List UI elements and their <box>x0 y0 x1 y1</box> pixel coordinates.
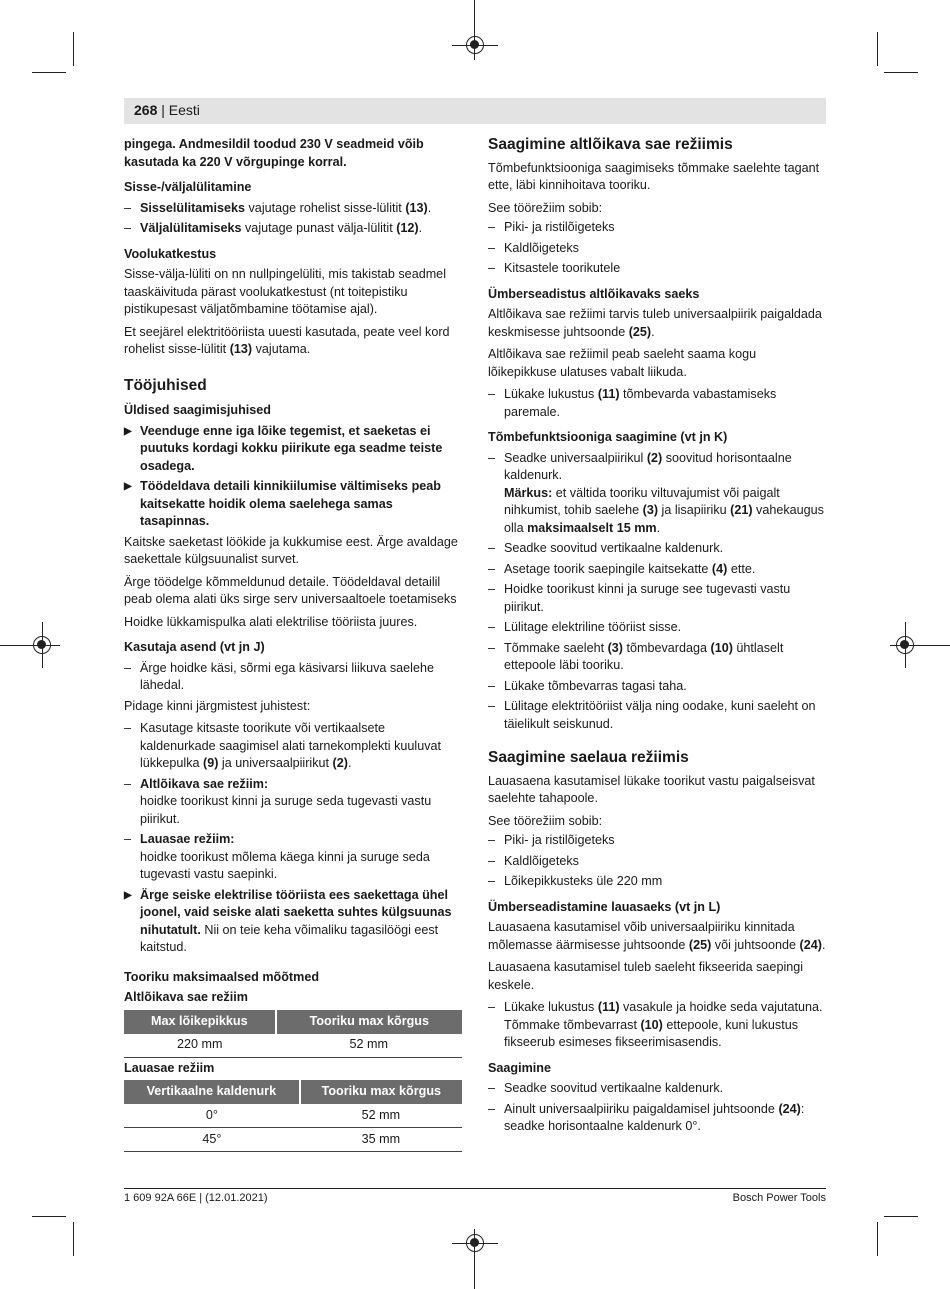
text: ühtlaselt ettepoole läbi tooriku. <box>504 640 784 672</box>
ref: (2) <box>646 450 663 465</box>
tablesaw-conversion-title: Ümberseadistamine lauasaeks (vt jn L) <box>488 899 721 914</box>
table-header-row <box>124 1010 462 1034</box>
text: : seadke horisontaalne kaldenurk 0°. <box>504 1101 805 1133</box>
text: hoidke toorikust kinni ja suruge seda tugevasti vastu piirikut. <box>140 794 432 826</box>
table-undercut <box>124 1010 462 1058</box>
ref: (13) <box>405 200 428 215</box>
text: ja lisapiiriku <box>658 503 731 517</box>
ref: (21) <box>730 503 753 517</box>
table-header-cell: Vertikaalne kaldenurk <box>124 1080 300 1104</box>
right-column <box>488 136 828 1139</box>
table-header-row <box>124 1080 462 1104</box>
crop-mark <box>884 1216 918 1217</box>
text: tõmbevardaga <box>623 640 711 655</box>
power-title: Voolukatkestus <box>124 246 217 261</box>
table-cell: 52 mm <box>300 1104 462 1128</box>
crop-mark <box>42 622 43 668</box>
text: Kasutage kitsaste toorikute või vertikaalsete kaldenurkade saagimisel alati tarnekomplekti kuuluvat lükkepulka <box>140 721 442 770</box>
crop-mark <box>73 1222 74 1256</box>
table2-title: Lauasae režiim <box>124 1060 215 1075</box>
sawing-title: Saagimine <box>488 1060 551 1075</box>
crop-mark <box>905 622 906 668</box>
dims-title: Tooriku maksimaalsed mõõtmed <box>124 969 320 984</box>
table-cell: 45° <box>124 1128 300 1152</box>
header-divider: | <box>161 102 169 118</box>
text: soovitud horisontaalne kaldenurk. <box>504 450 792 482</box>
list-item: – Lülitage elektriline tööriist sisse. <box>488 619 828 637</box>
list-item <box>124 720 464 773</box>
table-cell: 220 mm <box>124 1034 276 1058</box>
crop-mark <box>877 1222 878 1256</box>
ref: (11) <box>597 1000 620 1014</box>
ref: (4) <box>711 561 728 576</box>
general-paragraph: Kaitske saeketast löökide ja kukkumise eest. Ärge avaldage saekettale külgsuunalist survet. <box>124 534 458 566</box>
undercut-title: Saagimine altlõikava sae režiimis <box>488 136 733 153</box>
warning-item: ▶ Töödeldava detaili kinnikiilumise vältimiseks peab kaitsekatte hoidik olema saelehega samas tasapinnas. <box>124 478 464 531</box>
text: hoidke toorikust mõlema käega kinni ja suruge seda tugevasti vastu saepinki. <box>140 849 430 881</box>
text: et vältida tooriku viltuvajumist või paigalt nihkumist, tohib saelehe <box>504 485 780 517</box>
table-cell: 52 mm <box>276 1034 462 1058</box>
bold-text: Väljalülitamiseks <box>140 221 242 235</box>
ref: (10) <box>710 640 733 655</box>
list-item: – Lõikepikkusteks üle 220 mm <box>488 873 828 891</box>
note-label: Märkus: <box>504 485 553 500</box>
footer-divider <box>124 1188 826 1189</box>
bold-text: Altlõikava sae režiim: <box>140 776 269 791</box>
work-title: Tööjuhised <box>124 376 207 394</box>
list-item <box>488 386 828 421</box>
general-title: Üldised saagimisjuhised <box>124 403 271 417</box>
text: Ainult universaalpiiriku paigaldamisel juhtsoonde <box>504 1101 779 1116</box>
page-number: 268 <box>134 102 158 118</box>
text: Et seejärel elektritööriista uuesti kasutada, peate veel kord rohelist sisse-lülitit <box>124 324 450 356</box>
text: Lauasaena kasutamisel võib universaalpiiriku kinnitada mõlemasse äärmisesse juhtsoonde <box>488 920 795 952</box>
general-paragraph: Ärge töödelge kõmmeldunud detaile. Töödeldaval detailil peab olema alati üks sirge serv universaaltoele toetamiseks <box>124 574 457 606</box>
list-item <box>488 1101 828 1136</box>
ref: (11) <box>597 387 620 401</box>
undercut-paragraph: Tõmbefunktsiooniga saagimiseks tõmmake saelehte tagant ette, läbi kinnihoitava tooriku. <box>488 160 820 192</box>
list-item: – Sisselülitamiseks vajutage rohelist sisse-lülitit (13). <box>124 200 464 218</box>
warning-item <box>124 887 464 957</box>
text: Nii on teie keha võimaliku tagasilöögi eest kaitstud. <box>140 922 439 954</box>
crop-mark <box>32 1216 66 1217</box>
footer-brand: Bosch Power Tools <box>732 1192 826 1204</box>
text: . <box>347 756 352 770</box>
text: vahekaugus olla <box>504 503 824 535</box>
warning-item: ▶ Veenduge enne iga lõike tegemist, et saeketas ei puutuks kordagi kokku piirikute ega seadme teiste osadega. <box>124 423 464 476</box>
tablesaw-title: Saagimine saelaua režiimis <box>488 749 689 766</box>
table-header-cell: Max lõikepikkus <box>124 1010 276 1034</box>
intro-text: pingega. Andmesildil toodud 230 V seadmeid võib kasutada ka 220 V võrgupinge korral. <box>124 137 424 169</box>
text: tõmbevarda vabastamiseks paremale. <box>504 387 777 419</box>
text: vajutage punast välja-lülitit <box>241 221 397 235</box>
text: Tõmmake saeleht <box>504 640 608 655</box>
tablesaw-paragraph: Lauasaena kasutamisel lükake toorikut vastu paigalseisvat saelehte tahapoole. <box>488 773 815 805</box>
conversion-title: Ümberseadistus altlõikavaks saeks <box>488 286 700 301</box>
table-tablesaw <box>124 1080 462 1152</box>
list-item: – Seadke soovitud vertikaalne kaldenurk. <box>488 1080 828 1098</box>
list-item: – Seadke soovitud vertikaalne kaldenurk. <box>488 540 828 558</box>
table-header-cell: Tooriku max kõrgus <box>276 1010 462 1034</box>
text: ettepoole, kuni lukustus fikseerub esimeses fikseerimisasendis. <box>504 1017 799 1049</box>
switch-title: Sisse-/väljalülitamine <box>124 180 252 194</box>
header-language: Eesti <box>168 102 200 118</box>
page-header <box>134 102 200 118</box>
crop-mark <box>884 72 918 73</box>
bold-text: maksimaalselt 15 mm <box>527 520 657 535</box>
list-item <box>488 450 828 538</box>
tablesaw-conversion-paragraph: Lauasaena kasutamisel tuleb saeleht fikseerida saepingi keskele. <box>488 960 804 992</box>
text: vajutage rohelist sisse-lülitit <box>245 200 406 215</box>
general-paragraph: Hoidke lükkamispulka alati elektrilise tööriista juures. <box>124 614 418 629</box>
ref: (2) <box>332 756 348 770</box>
bold-text: Sisselülitamiseks <box>140 200 246 215</box>
ref: (13) <box>229 342 253 356</box>
crop-mark <box>452 45 498 46</box>
crop-mark <box>73 32 74 66</box>
text: Lükake lukustus <box>504 1000 598 1014</box>
ref: (25) <box>688 937 712 952</box>
table-row <box>124 1128 462 1152</box>
crop-mark <box>0 645 60 646</box>
left-column <box>124 136 464 1156</box>
table-row <box>124 1104 462 1128</box>
text: vasakule ja hoidke seda vajutatuna. Tõmmake tõmbevarrast <box>504 1000 823 1032</box>
text: . <box>651 324 655 339</box>
bold-text: Lauasae režiim: <box>140 832 235 846</box>
list-item: – Kaldlõigeteks <box>488 240 828 258</box>
list-item: – Lülitage elektritööriist välja ning oodake, kuni saeleht on täielikult seiskunud. <box>488 698 828 733</box>
conversion-paragraph <box>488 306 828 341</box>
table-row <box>124 1034 462 1058</box>
ref: (10) <box>640 1017 663 1032</box>
footer-doc-code: 1 609 92A 66E | (12.01.2021) <box>124 1192 268 1204</box>
list-item: – Piki- ja ristilõigeteks <box>488 219 828 237</box>
undercut-paragraph: See töörežiim sobib: <box>488 200 603 215</box>
text: . <box>656 520 661 535</box>
power-paragraph-2 <box>124 324 464 359</box>
pull-title: Tõmbefunktsiooniga saagimine (vt jn K) <box>488 430 728 444</box>
text: Lükake lukustus <box>504 387 598 401</box>
table1-title: Altlõikava sae režiim <box>124 990 248 1004</box>
list-item: – Hoidke toorikust kinni ja suruge see tugevasti vastu piirikut. <box>488 581 828 616</box>
table-cell: 0° <box>124 1104 300 1128</box>
list-item <box>488 640 828 675</box>
text: või juhtsoonde <box>711 937 800 952</box>
ref: (25) <box>628 324 652 339</box>
list-item: – Lükake tõmbevarras tagasi taha. <box>488 678 828 696</box>
user-title: Kasutaja asend (vt jn J) <box>124 640 265 654</box>
list-item <box>124 831 464 884</box>
ref: (3) <box>642 503 659 517</box>
ref: (24) <box>778 1101 801 1116</box>
ref: (24) <box>799 937 822 952</box>
text: Seadke universaalpiirikul <box>504 450 647 465</box>
text: Altlõikava sae režiimi tarvis tuleb universaalpiirik paigaldada keskmisesse juhtsoonde <box>488 307 822 339</box>
conversion-paragraph: Altlõikava sae režiimil peab saeleht saama kogu lõikepikkuse ulatuses vabalt liikuda. <box>488 347 757 379</box>
list-item: – Kitsastele toorikutele <box>488 260 828 278</box>
text: Asetage toorik saepingile kaitsekatte <box>504 561 712 576</box>
list-item: – Piki- ja ristilõigeteks <box>488 832 828 850</box>
text: ette. <box>727 561 756 576</box>
text: vajutama. <box>252 342 311 356</box>
list-item <box>488 999 828 1052</box>
text: ja universaalpiirikut <box>218 756 333 770</box>
ref: (12) <box>396 221 419 235</box>
list-item: – Ärge hoidke käsi, sõrmi ega käsivarsi liikuva saelehe lähedal. <box>124 660 464 695</box>
list-item: – Väljalülitamiseks vajutage punast välja-lülitit (12). <box>124 220 464 238</box>
ref: (3) <box>607 640 623 655</box>
list-item <box>124 776 464 829</box>
text: . <box>821 937 826 952</box>
list-item <box>488 561 828 579</box>
table-cell: 35 mm <box>300 1128 462 1152</box>
ref: (9) <box>203 756 219 770</box>
crop-mark <box>877 32 878 66</box>
table-header-cell: Tooriku max kõrgus <box>300 1080 462 1104</box>
tablesaw-conversion-paragraph <box>488 919 828 954</box>
bold-text: Ärge seiske elektrilise tööriista ees saekettaga ühel joonel, vaid seiske alati saeketta suhtes külgsuunas nihutatult. <box>140 887 452 937</box>
list-item: – Kaldlõigeteks <box>488 853 828 871</box>
power-paragraph: Sisse-välja-lüliti on nn nullpingelüliti, mis takistab seadmel taaskäivituda pärast voolukatkestust (nt toitepistiku pistikupesast väljatõmbamine töötamise ajal). <box>124 267 446 316</box>
user-paragraph: Pidage kinni järgmistest juhistest: <box>124 698 311 713</box>
crop-mark <box>32 72 66 73</box>
crop-mark <box>452 1243 498 1244</box>
page-header-bar <box>124 98 826 124</box>
tablesaw-paragraph: See töörežiim sobib: <box>488 813 603 828</box>
